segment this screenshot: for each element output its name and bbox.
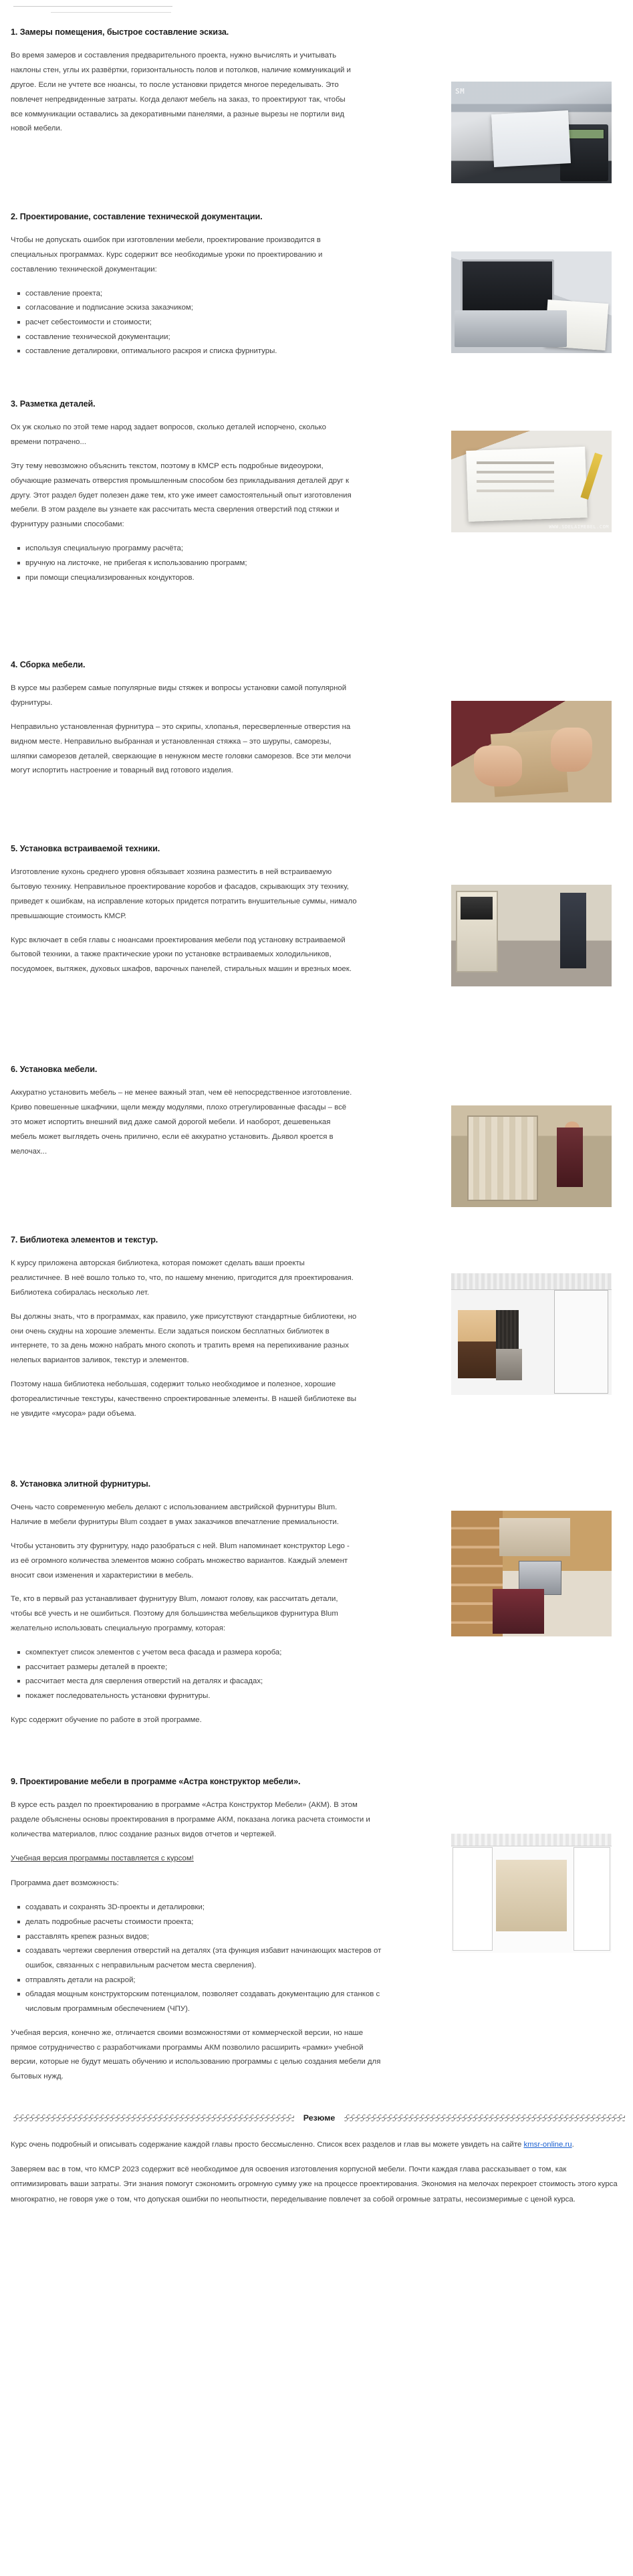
figure-marking [451, 431, 612, 532]
figure-library [451, 1273, 612, 1395]
course-description-page [0, 6, 633, 2233]
section-7-paragraph-3: Поэтому наша библиотека небольшая, содержит только необходимое и полезное, хорошие фотореалистичные текстуры, качественно спроектированные элементы. В нашей библиотеке вы не увидите «мусора» ради объема. [11, 1380, 357, 1418]
kmsr-online-link[interactable]: kmsr-online.ru [523, 2141, 572, 2149]
section-6-text [11, 1064, 358, 1159]
section-4-paragraph-2: Неправильно установленная фурнитура – это скрипы, хлопанья, пересверленные отверстия на видном месте. Неправильно выбранная и установленная стяжка – это шурупы, саморезы, шляпки саморезов деталей, сверкающие в ненужном месте головки саморезов. Все эти мелочи могут испортить настроение и товарный вид готового изделия. [11, 722, 352, 775]
section-9-text [11, 1776, 385, 2084]
top-divider [13, 6, 172, 7]
resume-paragraph-2: Заверяем вас в том, что КМСР 2023 содержит всё необходимое для освоения изготовления корпусной мебели. Почти каждая глава рассказывает о том, как оптимизировать ваши затраты. Эти знания помогут сэкономить огромную сумму уже на процессе проектирования. Экономия на мелочах перекроет стоимость этого курса многократно, не говоря уже о том, что допуская ошибки по неопытности, переделывание повлечет за собой огромные затраты, несоизмеримые с ценой курса. [11, 2165, 618, 2204]
akm-program-screenshot [451, 1834, 612, 1953]
squiggle-left-decoration [13, 2115, 294, 2121]
section-8-bullet-list [11, 1646, 358, 1704]
figure-akm [451, 1834, 612, 1953]
section-2-bullet-list [11, 287, 358, 359]
section-2-text [11, 211, 358, 359]
section-3-title: 3. Разметка деталей. [11, 399, 96, 409]
section-3-paragraph-1: Ох уж сколько по этой теме народ задает вопросов, сколько деталей испорчено, сколько времени потрачено... [11, 423, 326, 446]
section-9-closing: Учебная версия, конечно же, отличается своими возможностями от коммерческой версии, но наше прямое сотрудничество с разработчиками программы АКМ позволило расширить «рамки» учебной версии, которые не будут мешать обучению и использованию программы с целью создания мебели для бытовых нужд. [11, 2028, 381, 2081]
built-in-appliances-photo [451, 885, 612, 986]
section-7-text [11, 1235, 358, 1422]
list-item: используя специальную программу расчёта; [17, 542, 358, 556]
section-4-paragraph-1: В курсе мы разберем самые популярные виды стяжек и вопросы установки самой популярной фурнитуры. [11, 684, 347, 707]
section-9-bullet-list [11, 1901, 385, 2016]
section-3-bullet-list [11, 542, 358, 585]
list-item: согласование и подписание эскиза заказчиком; [17, 301, 358, 316]
section-7-paragraph-2: Вы должны знать, что в программах, как правило, уже присутствуют стандартные библиотеки, но они очень скудны на хорошие элементы. Если задаться поиском бесплатных библиотек в интернете, то за день можно набрать много скопоть и тратить время на перепихивание разных нелепых вариантов заливок, текстур и элементов. [11, 1312, 357, 1365]
section-5-paragraph-2: Курс включает в себя главы с нюансами проектирования мебели под установку встраиваемой бытовой техники, а также практические уроки по установке встраиваемых холодильников, посудомоек, вытяжек, духовых шкафов, варочных панелей, стиральных машин и врезных моек. [11, 936, 352, 974]
list-item: отправлять детали на раскрой; [17, 1973, 385, 1988]
list-item: обладая мощным конструкторским потенциалом, позволяет создавать документацию для станков с числовым программным обеспечением (ЧПУ). [17, 1988, 385, 2016]
section-2 [11, 211, 622, 379]
section-8-paragraph-3: Те, кто в первый раз устанавливает фурнитуру Blum, ломают голову, как рассчитать детали, чтобы всё учесть и не ошибиться. Поэтому для большинства мебельщиков фурнитура Blum желательно использовать специальную программу, которая: [11, 1595, 338, 1633]
section-9 [11, 1776, 622, 2090]
list-item: рассчитает размеры деталей в проекте; [17, 1660, 358, 1675]
section-6-paragraph-1: Аккуратно установить мебель – не менее важный этап, чем её непосредственное изготовление. Криво повешенные шкафчики, щели между модулями, плохо отрегулированные фасады – всё это может испортить внешний вид даже самой дорогой мебели. И наоборот, дешевенькая мебель может выглядеть очень прилично, если её аккуратно установить. Дьявол кроется в мелочах... [11, 1089, 352, 1156]
list-item: создавать и сохранять 3D-проекты и деталировки; [17, 1901, 385, 1915]
section-7-title: 7. Библиотека элементов и текстур. [11, 1235, 158, 1245]
section-5-text [11, 843, 358, 977]
section-2-title: 2. Проектирование, составление технической документации. [11, 212, 263, 221]
furniture-installation-photo [451, 1105, 612, 1207]
section-5-title: 5. Установка встраиваемой техники. [11, 844, 160, 853]
measurement-sketch-photo [451, 82, 612, 183]
section-2-paragraph-1: Чтобы не допускать ошибок при изготовлении мебели, проектирование производится в специальных программах. Курс содержит все необходимые уроки по проектированию и составлению технической документации: [11, 236, 323, 274]
top-divider-secondary [51, 12, 171, 13]
section-5-paragraph-1: Изготовление кухонь среднего уровня обязывает хозяина разместить в ней встраиваемую бытовую технику. Неправильное проектирование коробов и фасадов, скрывающих эту технику, приведет к ошибкам, на исправление которых придется потратить внушительные суммы, нимало превышающие стоимость КМСР. [11, 868, 357, 920]
section-3-text [11, 399, 358, 585]
watermark-label: WWW.SDELAIMEBEL.COM [549, 524, 609, 530]
section-1 [11, 27, 622, 191]
resume-header [13, 2113, 625, 2123]
section-1-text [11, 27, 358, 136]
section-8 [11, 1479, 622, 1756]
resume-text-before-link: Курс очень подробный и описывать содержание каждой главы просто бессмысленно. Список всех разделов и глав вы можете увидеть на сайте [11, 2141, 524, 2149]
list-item: покажет последовательность установки фурнитуры. [17, 1689, 358, 1704]
section-8-paragraph-1: Очень часто современную мебель делают с использованием австрийской фурнитуры Blum. Наличие в мебели фурнитуры Blum создает в умах заказчиков впечатление премиальности. [11, 1503, 339, 1526]
resume-body [11, 2137, 622, 2207]
figure-laptop [451, 251, 612, 353]
section-9-program-intro: Программа дает возможность: [11, 1879, 119, 1888]
list-item: расставлять крепеж разных видов; [17, 1930, 385, 1945]
list-item: расчет себестоимости и стоимости; [17, 316, 358, 330]
section-4-title: 4. Сборка мебели. [11, 660, 86, 669]
laptop-documents-photo [451, 251, 612, 353]
section-1-title: 1. Замеры помещения, быстрое составление эскиза. [11, 27, 229, 37]
list-item: составление деталировки, оптимального раскроя и списка фурнитуры. [17, 344, 358, 359]
section-8-text [11, 1479, 358, 1728]
section-7-paragraph-1: К курсу приложена авторская библиотека, которая поможет сделать ваши проекты реалистичнее. В неё вошло только то, что, по нашему мнению, пригодится для проектирования. Библиотека собиралась несколько лет. [11, 1259, 354, 1297]
furniture-assembly-photo [451, 701, 612, 802]
list-item: рассчитает места для сверления отверстий на деталях и фасадах; [17, 1675, 358, 1689]
list-item: составление технической документации; [17, 330, 358, 345]
section-8-closing: Курс содержит обучение по работе в этой программе. [11, 1715, 202, 1724]
list-item: создавать чертежи сверления отверстий на деталях (эта функция избавит начинающих мастеров от ошибок, связанных с неправильным расчетом места сверления). [17, 1944, 385, 1973]
figure-blum [451, 1511, 612, 1636]
resume-paragraph-1 [11, 2137, 620, 2152]
section-7 [11, 1235, 622, 1459]
trial-version-note[interactable]: Учебная версия программы поставляется с курсом! [11, 1854, 194, 1862]
texture-library-screenshot [451, 1273, 612, 1395]
section-5 [11, 843, 622, 1044]
section-3 [11, 399, 622, 639]
section-1-paragraph-1: Во время замеров и составления предварительного проекта, нужно вычислять и учитывать наклоны стен, углы их развёртки, горизонтальность полов и потолков, наличие коммуникаций и другое. Если не учтете все нюансы, то после установки придется многое переделывать. Это повлечет непредвиденные затраты. Когда делают мебель на заказ, то проектируют так, чтобы все коммуникации оставались за декоративными панелями, а разные вырезы не портили вид новой мебели. [11, 51, 351, 133]
section-9-title: 9. Проектирование мебели в программе «Астра конструктор мебели». [11, 1777, 301, 1786]
resume-title: Резюме [303, 2113, 336, 2123]
list-item: при помощи специализированных кондукторов. [17, 571, 358, 586]
section-6 [11, 1064, 622, 1214]
list-item: вручную на листочке, не прибегая к использованию программ; [17, 556, 358, 571]
section-6-title: 6. Установка мебели. [11, 1065, 98, 1074]
marking-parts-photo [451, 431, 612, 532]
section-8-paragraph-2: Чтобы установить эту фурнитуру, надо разобраться с ней. Blum напоминает конструктор Lego - из её огромного количества элементов можно собрать множество вариантов. Каждый элемент вносит свои изменения и характеристики в мебель. [11, 1541, 350, 1580]
blum-hardware-photo [451, 1511, 612, 1636]
figure-kitchen [451, 885, 612, 986]
section-4-text [11, 659, 358, 778]
figure-install [451, 1105, 612, 1207]
list-item: делать подробные расчеты стоимости проекта; [17, 1915, 385, 1930]
resume-text-after-link: . [572, 2141, 574, 2149]
list-item: составление проекта; [17, 287, 358, 302]
section-3-paragraph-2: Эту тему невозможно объяснить текстом, поэтому в КМСР есть подробные видеоуроки, обучающие размечать отверстия промышленным способом без прикладывания деталей друг к другу. Этот раздел будет полезен даже тем, кто уже имеет самостоятельный опыт изготовления мебели. В этом разделе вы узнаете как рассчитать места сверления отверстий под стяжки и фурнитуру разными способами: [11, 461, 352, 529]
section-8-title: 8. Установка элитной фурнитуры. [11, 1479, 151, 1489]
figure-assembly [451, 701, 612, 802]
figure-measurement [451, 82, 612, 183]
squiggle-right-decoration [344, 2115, 625, 2121]
section-9-paragraph-1: В курсе есть раздел по проектированию в программе «Астра Конструктор Мебели» (АКМ). В этом разделе объяснены основы проектирования в программе АКМ, показана логика расчета стоимости и количества материалов, плюс создание разных видов отчетов и чертежей. [11, 1801, 370, 1838]
list-item: скомпектует список элементов с учетом веса фасада и размера короба; [17, 1646, 358, 1660]
watermark-label: SM [455, 87, 465, 96]
section-4 [11, 659, 622, 823]
